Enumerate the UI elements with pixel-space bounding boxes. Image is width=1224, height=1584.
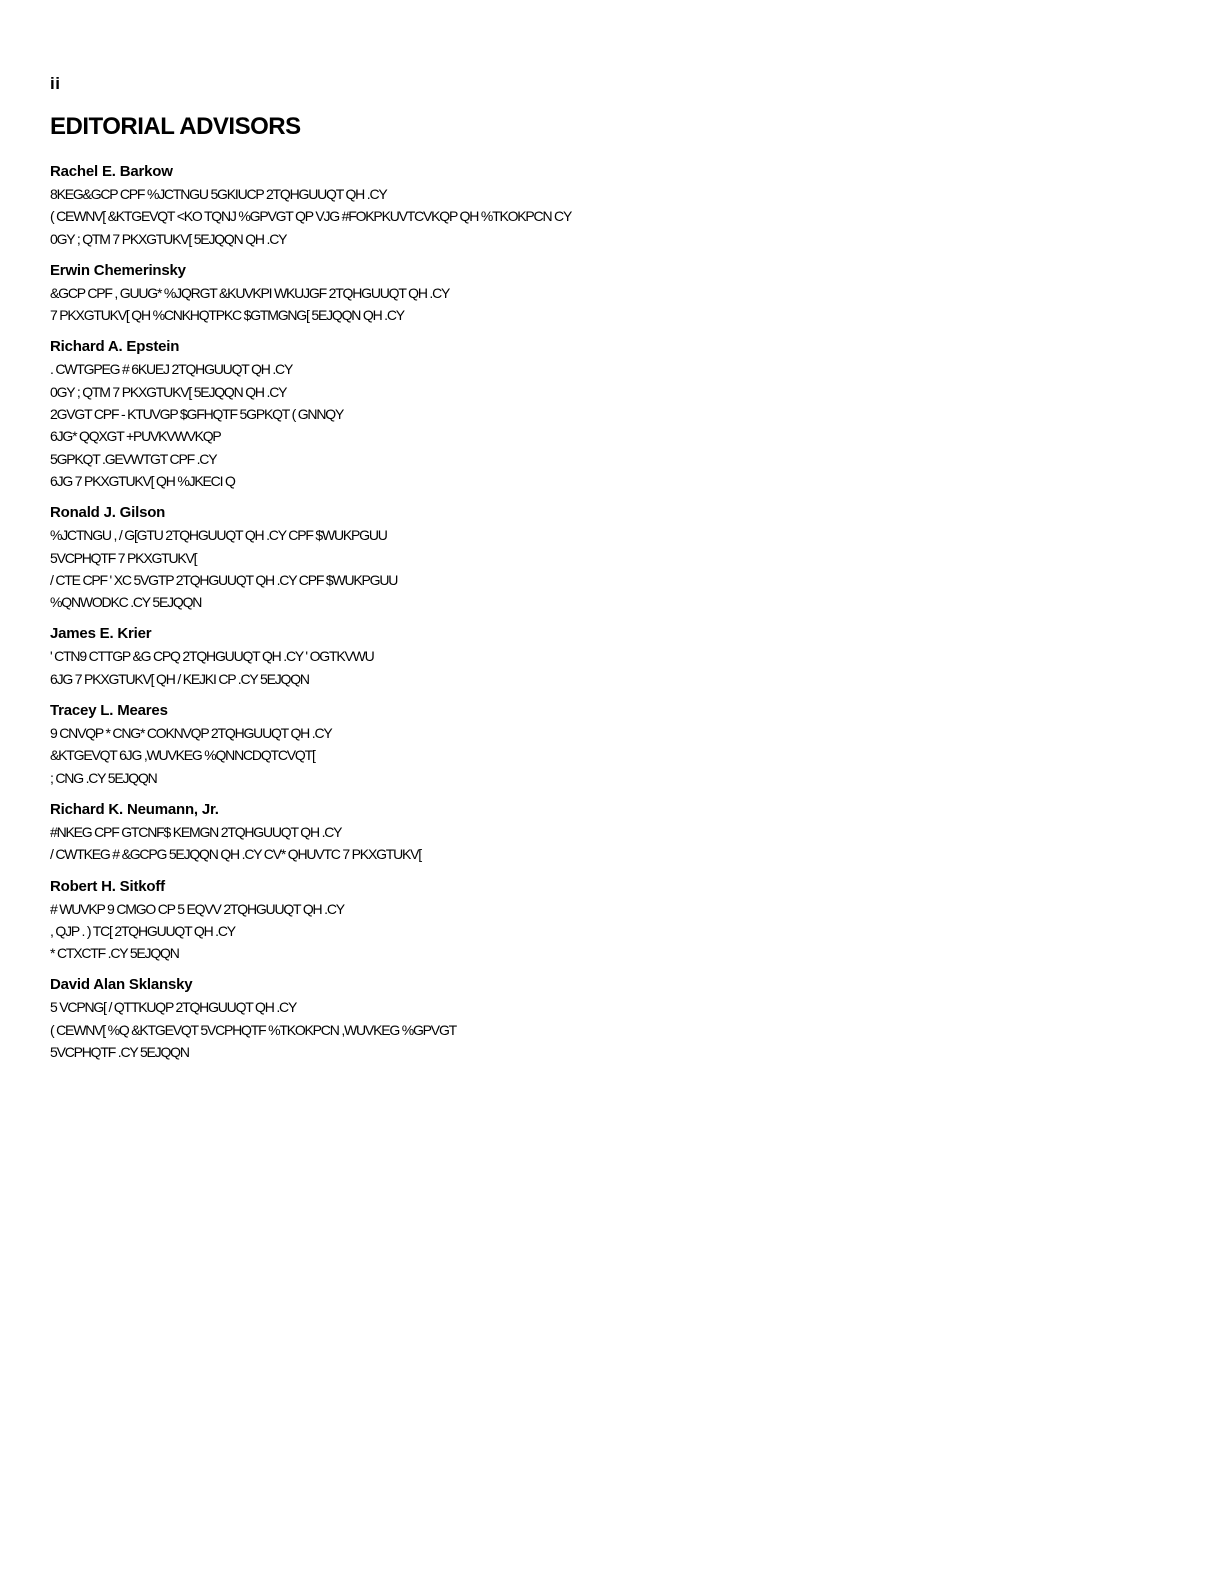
advisor-affiliation-line: , QJP . ) TC[ 2TQHGUUQT QH .CY xyxy=(50,922,235,939)
advisor-affiliation-line: 0GY ; QTM 7 PKXGTUKV[ 5EJQQN QH .CY xyxy=(50,230,287,247)
advisor-affiliation-line: 6JG* QQXGT +PUVKVWVKQP xyxy=(50,428,221,445)
page-number: ii xyxy=(50,74,61,93)
advisor-affiliation-line: 5 VCPNG[ / QTTKUQP 2TQHGUUQT QH .CY xyxy=(50,999,297,1016)
advisor-affiliation-line: 6JG 7 PKXGTUKV[ QH / KEJKI CP .CY 5EJQQN xyxy=(50,670,309,687)
advisor-affiliation-line: # WUVKP 9 CMGO CP 5 EQVV 2TQHGUUQT QH .CY xyxy=(50,900,344,917)
advisor-affiliation-line: 5VCPHQTF .CY 5EJQQN xyxy=(50,1044,189,1061)
advisor-affiliation-line: 5GPKQT .GEVWTGT CPF .CY xyxy=(50,450,217,467)
advisor-affiliation-line: %JCTNGU , / G[GTU 2TQHGUUQT QH .CY CPF $WUKPGUU xyxy=(50,527,387,544)
advisor-affiliation-line: ' CTN9 CTTGP &G CPQ 2TQHGUUQT QH .CY ' OGTKVWU xyxy=(50,648,374,665)
advisor-name: Richard A. Epstein xyxy=(50,338,180,356)
advisor-affiliation-line: ( CEWNV[ &KTGEVQT <KO TQNJ %GPVGT QP VJG #FOKPKUVTCVKQP QH %TKOKPCN CY xyxy=(50,208,572,225)
advisor-name: Robert H. Sitkoff xyxy=(50,877,165,895)
advisor-name: Erwin Chemerinsky xyxy=(50,261,186,279)
advisor-name: Tracey L. Meares xyxy=(50,702,168,720)
advisor-entry xyxy=(50,336,850,492)
advisor-name: Rachel E. Barkow xyxy=(50,163,173,180)
advisor-affiliation-line: 7 PKXGTUKV[ QH %CNKHQTPKC $GTMGNG[ 5EJQQN QH .CY xyxy=(50,307,404,324)
advisor-entry xyxy=(50,974,850,1063)
advisor-entry xyxy=(50,502,850,613)
advisor-affiliation-line: ( CEWNV[ %Q &KTGEVQT 5VCPHQTF %TKOKPCN ,WUVKEG %GPVGT xyxy=(50,1021,456,1038)
advisor-affiliation-line: 0GY ; QTM 7 PKXGTUKV[ 5EJQQN QH .CY xyxy=(50,383,287,400)
advisor-entry xyxy=(50,700,850,789)
advisor-affiliation-line: 5VCPHQTF 7 PKXGTUKV[ xyxy=(50,549,197,566)
advisor-name: Richard K. Neumann, Jr. xyxy=(50,800,219,818)
advisor-affiliation-line: #NKEG CPF GTCNF$ KEMGN 2TQHGUUQT QH .CY xyxy=(50,823,342,840)
advisor-affiliation-line: 2GVGT CPF - KTUVGP $GFHQTF 5GPKQT ( GNNQY xyxy=(50,406,344,423)
advisor-affiliation-line: / CTE CPF ' XC 5VGTP 2TQHGUUQT QH .CY CPF $WUKPGUU xyxy=(50,571,398,588)
advisor-affiliation-line: 9 CNVQP * CNG* COKNVQP 2TQHGUUQT QH .CY xyxy=(50,725,332,742)
advisor-name: David Alan Sklansky xyxy=(50,976,193,994)
advisor-entry xyxy=(50,260,850,327)
advisor-affiliation-line: ; CNG .CY 5EJQQN xyxy=(50,769,157,786)
advisor-entry xyxy=(50,161,850,250)
advisor-affiliation-line: / CWTKEG # &GCPG 5EJQQN QH .CY CV* QHUVTC 7 PKXGTUKV[ xyxy=(50,846,422,863)
advisor-entry xyxy=(50,623,850,690)
advisor-affiliation-line: &GCP CPF , GUUG* %JQRGT &KUVKPI WKUJGF 2TQHGUUQT QH .CY xyxy=(50,284,450,301)
advisor-entry xyxy=(50,876,850,965)
advisor-entry xyxy=(50,799,850,866)
page-title: EDITORIAL ADVISORS xyxy=(50,113,301,140)
advisor-affiliation-line: . CWTGPEG # 6KUEJ 2TQHGUUQT QH .CY xyxy=(50,361,293,378)
advisor-affiliation-line: 8KEG&GCP CPF %JCTNGU 5GKIUCP 2TQHGUUQT QH .CY xyxy=(50,186,387,202)
advisor-affiliation-line: &KTGEVQT 6JG ,WUVKEG %QNNCDQTCVQT[ xyxy=(50,747,315,764)
advisor-affiliation-line: 6JG 7 PKXGTUKV[ QH %JKECI Q xyxy=(50,472,235,489)
advisor-affiliation-line: * CTXCTF .CY 5EJQQN xyxy=(50,945,179,962)
advisor-affiliation-line: %QNWODKC .CY 5EJQQN xyxy=(50,594,202,611)
advisor-name: Ronald J. Gilson xyxy=(50,504,166,522)
advisor-name: James E. Krier xyxy=(50,625,152,643)
advisor-list xyxy=(50,161,850,1073)
